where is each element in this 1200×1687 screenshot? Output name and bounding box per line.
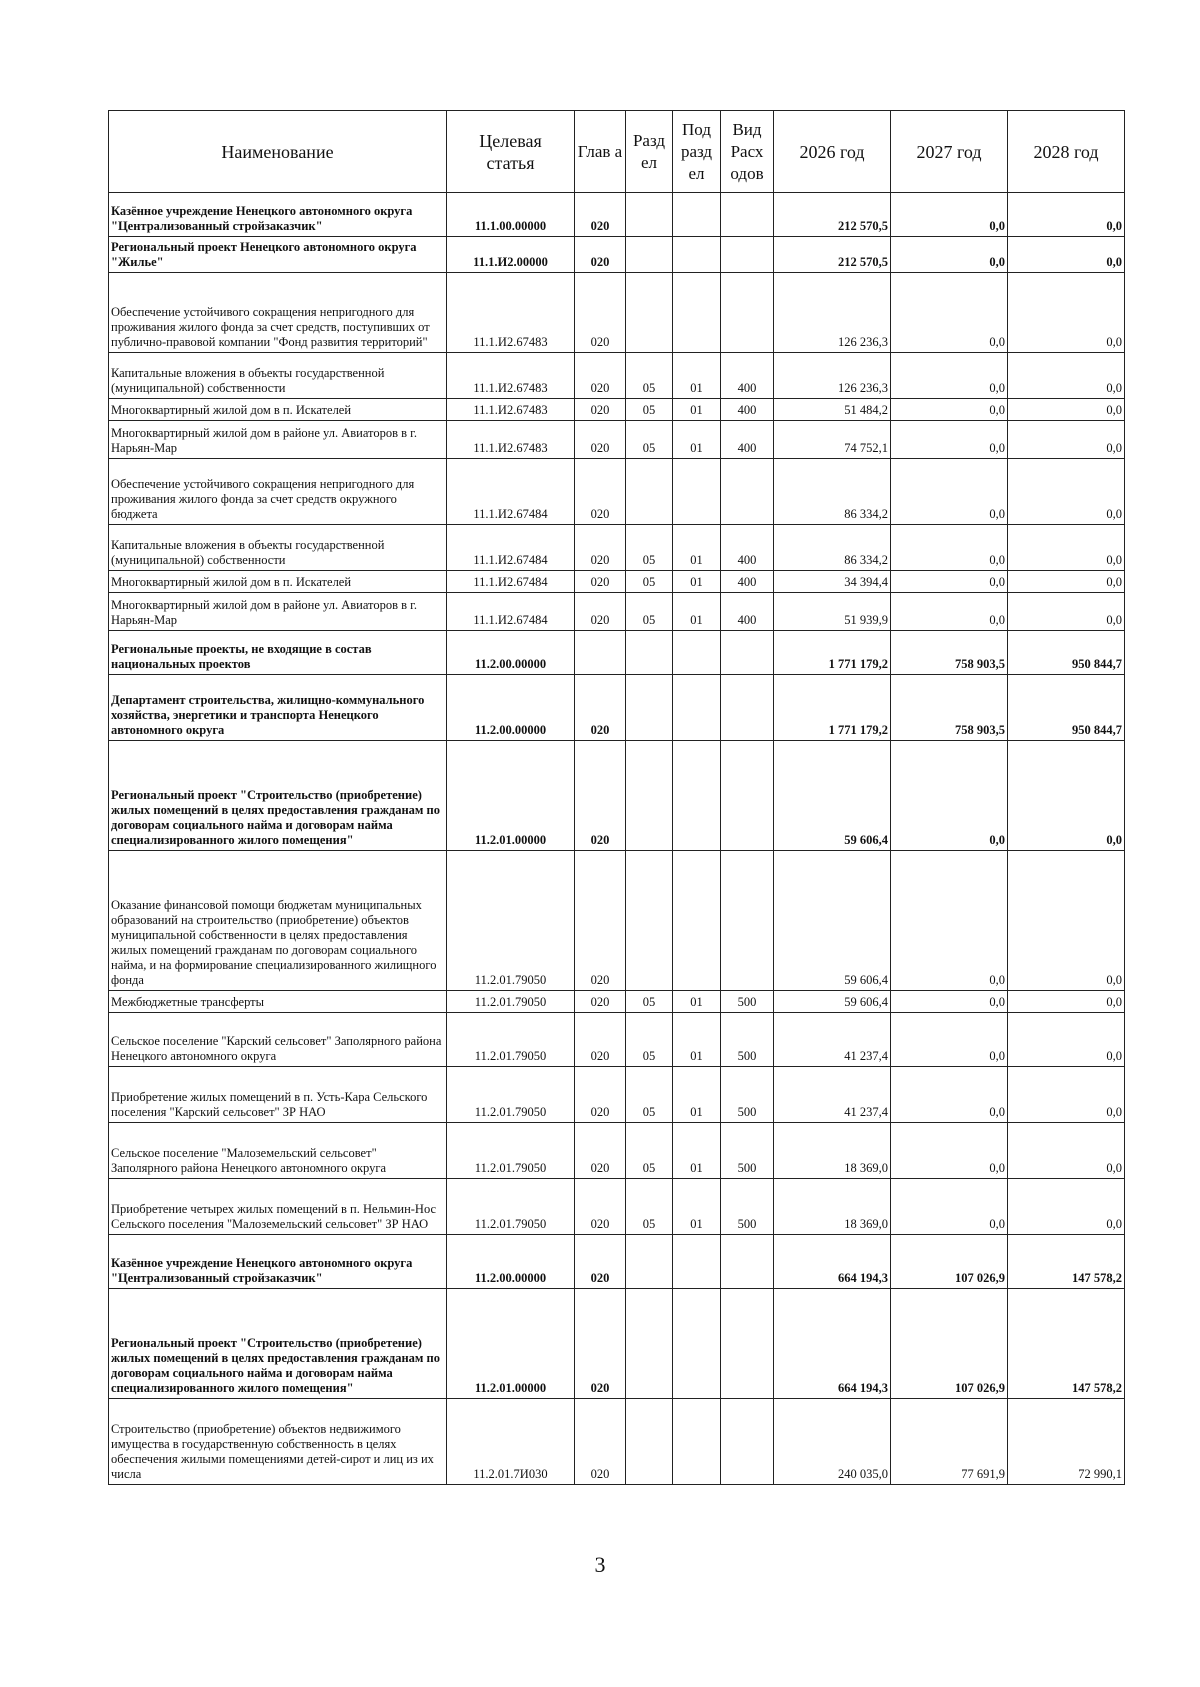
row-amount-2028: 950 844,7 [1008,631,1125,675]
row-expense-type: 500 [721,1013,774,1067]
row-expense-type: 400 [721,525,774,571]
row-section [626,1399,673,1485]
header-year-2026: 2026 год [774,111,891,193]
row-section: 05 [626,399,673,421]
row-target-article: 11.1.И2.67483 [447,353,575,399]
row-amount-2027: 0,0 [891,421,1008,459]
row-target-article: 11.1.И2.00000 [447,237,575,273]
row-name: Многоквартирный жилой дом в районе ул. Авиаторов в г. Нарьян-Мар [109,593,447,631]
row-subsection [673,631,721,675]
row-target-article: 11.1.И2.67483 [447,399,575,421]
row-amount-2026: 212 570,5 [774,237,891,273]
row-target-article: 11.2.00.00000 [447,675,575,741]
row-amount-2028: 0,0 [1008,421,1125,459]
row-expense-type [721,851,774,991]
table-row [109,1179,1125,1235]
row-amount-2026: 34 394,4 [774,571,891,593]
row-target-article: 11.2.00.00000 [447,1235,575,1289]
row-subsection: 01 [673,1179,721,1235]
header-section: Разд ел [626,111,673,193]
table-row [109,399,1125,421]
row-amount-2026: 51 939,9 [774,593,891,631]
row-amount-2027: 0,0 [891,741,1008,851]
row-amount-2026: 126 236,3 [774,273,891,353]
row-name: Многоквартирный жилой дом в п. Искателей [109,571,447,593]
row-expense-type: 500 [721,991,774,1013]
row-section: 05 [626,991,673,1013]
row-amount-2027: 0,0 [891,991,1008,1013]
row-amount-2028: 0,0 [1008,1123,1125,1179]
table-header-row [109,111,1125,193]
row-section: 05 [626,1013,673,1067]
row-section [626,1289,673,1399]
row-amount-2027: 0,0 [891,273,1008,353]
row-target-article: 11.2.01.00000 [447,741,575,851]
row-target-article: 11.2.01.7И030 [447,1399,575,1485]
row-section: 05 [626,593,673,631]
row-name: Региональный проект "Строительство (приобретение) жилых помещений в целях предоставления гражданам по договорам социального найма и договорам найма специализированного жилого помещения" [109,1289,447,1399]
row-subsection [673,237,721,273]
row-name: Сельское поселение "Карский сельсовет" Заполярного района Ненецкого автономного округа [109,1013,447,1067]
row-name: Приобретение четырех жилых помещений в п. Нельмин-Нос Сельского поселения "Малоземельский сельсовет" ЗР НАО [109,1179,447,1235]
table-body [109,193,1125,1485]
table-row [109,273,1125,353]
row-target-article: 11.2.01.79050 [447,1067,575,1123]
row-target-article: 11.1.И2.67484 [447,593,575,631]
table-row [109,1067,1125,1123]
row-amount-2028: 0,0 [1008,353,1125,399]
row-subsection: 01 [673,593,721,631]
row-name: Сельское поселение "Малоземельский сельсовет" Заполярного района Ненецкого автономного округа [109,1123,447,1179]
row-amount-2028: 0,0 [1008,1179,1125,1235]
row-subsection: 01 [673,1123,721,1179]
row-amount-2027: 0,0 [891,571,1008,593]
row-amount-2026: 664 194,3 [774,1289,891,1399]
row-amount-2028: 0,0 [1008,991,1125,1013]
row-amount-2028: 0,0 [1008,741,1125,851]
row-expense-type [721,273,774,353]
table-row [109,851,1125,991]
row-amount-2027: 107 026,9 [891,1289,1008,1399]
row-amount-2026: 126 236,3 [774,353,891,399]
row-chapter [575,631,626,675]
row-target-article: 11.1.И2.67483 [447,421,575,459]
row-amount-2027: 0,0 [891,353,1008,399]
table-row [109,1235,1125,1289]
table-row [109,1399,1125,1485]
row-chapter: 020 [575,525,626,571]
row-amount-2026: 18 369,0 [774,1123,891,1179]
row-amount-2028: 147 578,2 [1008,1235,1125,1289]
row-name: Строительство (приобретение) объектов недвижимого имущества в государственную собственность в целях обеспечения жилыми помещениями детей-сирот и лиц из их числа [109,1399,447,1485]
row-subsection [673,1399,721,1485]
row-target-article: 11.2.01.79050 [447,1013,575,1067]
header-name: Наименование [109,111,447,193]
row-section [626,741,673,851]
row-expense-type [721,193,774,237]
row-expense-type [721,1289,774,1399]
row-amount-2026: 212 570,5 [774,193,891,237]
row-target-article: 11.2.01.79050 [447,1179,575,1235]
row-chapter: 020 [575,593,626,631]
row-chapter: 020 [575,741,626,851]
table-row [109,593,1125,631]
row-expense-type: 400 [721,571,774,593]
row-expense-type [721,1235,774,1289]
row-chapter: 020 [575,991,626,1013]
row-amount-2026: 1 771 179,2 [774,631,891,675]
row-section: 05 [626,353,673,399]
row-subsection: 01 [673,1067,721,1123]
row-amount-2027: 0,0 [891,1123,1008,1179]
row-expense-type: 400 [721,593,774,631]
row-amount-2027: 107 026,9 [891,1235,1008,1289]
row-target-article: 11.1.И2.67484 [447,525,575,571]
row-section: 05 [626,525,673,571]
row-target-article: 11.1.И2.67484 [447,571,575,593]
row-amount-2026: 664 194,3 [774,1235,891,1289]
row-chapter: 020 [575,1235,626,1289]
row-subsection [673,193,721,237]
table-row [109,741,1125,851]
row-amount-2028: 0,0 [1008,593,1125,631]
row-amount-2026: 74 752,1 [774,421,891,459]
row-name: Многоквартирный жилой дом в районе ул. Авиаторов в г. Нарьян-Мар [109,421,447,459]
row-amount-2027: 0,0 [891,1179,1008,1235]
row-expense-type [721,459,774,525]
row-subsection [673,851,721,991]
row-name: Казённое учреждение Ненецкого автономного округа "Централизованный стройзаказчик" [109,193,447,237]
row-amount-2027: 0,0 [891,1067,1008,1123]
row-chapter: 020 [575,1067,626,1123]
table-row [109,353,1125,399]
row-subsection: 01 [673,353,721,399]
row-subsection [673,675,721,741]
row-subsection [673,459,721,525]
row-name: Обеспечение устойчивого сокращения непригодного для проживания жилого фонда за счет средств окружного бюджета [109,459,447,525]
row-amount-2028: 0,0 [1008,459,1125,525]
table-row [109,571,1125,593]
row-amount-2026: 240 035,0 [774,1399,891,1485]
row-name: Межбюджетные трансферты [109,991,447,1013]
row-amount-2027: 0,0 [891,1013,1008,1067]
header-year-2028: 2028 год [1008,111,1125,193]
row-name: Приобретение жилых помещений в п. Усть-Кара Сельского поселения "Карский сельсовет" ЗР НАО [109,1067,447,1123]
row-chapter: 020 [575,675,626,741]
row-subsection [673,273,721,353]
row-name: Региональные проекты, не входящие в состав национальных проектов [109,631,447,675]
row-expense-type: 400 [721,399,774,421]
row-name: Капитальные вложения в объекты государственной (муниципальной) собственности [109,525,447,571]
row-name: Региональный проект Ненецкого автономного округа "Жилье" [109,237,447,273]
table-row [109,421,1125,459]
row-chapter: 020 [575,1289,626,1399]
table-row [109,675,1125,741]
row-amount-2027: 758 903,5 [891,675,1008,741]
row-subsection: 01 [673,399,721,421]
row-chapter: 020 [575,1013,626,1067]
row-subsection: 01 [673,571,721,593]
row-chapter: 020 [575,237,626,273]
row-expense-type [721,631,774,675]
row-section: 05 [626,571,673,593]
row-expense-type: 500 [721,1067,774,1123]
row-amount-2026: 1 771 179,2 [774,675,891,741]
row-target-article: 11.1.00.00000 [447,193,575,237]
row-section [626,237,673,273]
row-expense-type: 500 [721,1179,774,1235]
row-amount-2027: 0,0 [891,593,1008,631]
row-amount-2026: 41 237,4 [774,1067,891,1123]
row-amount-2028: 147 578,2 [1008,1289,1125,1399]
row-section: 05 [626,1179,673,1235]
row-target-article: 11.2.01.79050 [447,991,575,1013]
row-subsection: 01 [673,525,721,571]
row-target-article: 11.1.И2.67484 [447,459,575,525]
row-amount-2027: 77 691,9 [891,1399,1008,1485]
row-amount-2028: 72 990,1 [1008,1399,1125,1485]
header-year-2027: 2027 год [891,111,1008,193]
row-target-article: 11.2.01.79050 [447,1123,575,1179]
row-amount-2028: 0,0 [1008,1013,1125,1067]
row-name: Оказание финансовой помощи бюджетам муниципальных образований на строительство (приобретение) объектов муниципальной собственности в целях предоставления жилых помещений гражданам по договорам социального найма, и на формирование специализированного жилищного фонда [109,851,447,991]
row-expense-type [721,1399,774,1485]
row-expense-type [721,237,774,273]
row-amount-2027: 0,0 [891,237,1008,273]
row-amount-2026: 86 334,2 [774,525,891,571]
row-name: Департамент строительства, жилищно-коммунального хозяйства, энергетики и транспорта Ненецкого автономного округа [109,675,447,741]
row-amount-2027: 0,0 [891,525,1008,571]
row-name: Казённое учреждение Ненецкого автономного округа "Централизованный стройзаказчик" [109,1235,447,1289]
row-amount-2026: 59 606,4 [774,851,891,991]
row-target-article: 11.2.01.79050 [447,851,575,991]
row-expense-type: 500 [721,1123,774,1179]
row-target-article: 11.2.00.00000 [447,631,575,675]
row-section [626,631,673,675]
row-amount-2026: 59 606,4 [774,991,891,1013]
header-expense-type: Вид Расх одов [721,111,774,193]
row-chapter: 020 [575,1399,626,1485]
table-row [109,237,1125,273]
table-row [109,1013,1125,1067]
row-chapter: 020 [575,421,626,459]
row-amount-2028: 0,0 [1008,1067,1125,1123]
header-subsection: Под разд ел [673,111,721,193]
table-row [109,459,1125,525]
row-amount-2028: 0,0 [1008,273,1125,353]
row-section: 05 [626,421,673,459]
row-chapter: 020 [575,399,626,421]
row-section: 05 [626,1123,673,1179]
row-section: 05 [626,1067,673,1123]
table-row [109,1289,1125,1399]
row-amount-2028: 0,0 [1008,851,1125,991]
row-subsection [673,1235,721,1289]
row-expense-type: 400 [721,353,774,399]
row-amount-2028: 0,0 [1008,193,1125,237]
row-name: Многоквартирный жилой дом в п. Искателей [109,399,447,421]
row-target-article: 11.1.И2.67483 [447,273,575,353]
header-chapter: Глав а [575,111,626,193]
table-row [109,1123,1125,1179]
row-name: Обеспечение устойчивого сокращения непригодного для проживания жилого фонда за счет средств, поступивших от публично-правовой компании "Фонд развития территорий" [109,273,447,353]
table-row [109,525,1125,571]
row-amount-2028: 0,0 [1008,571,1125,593]
budget-table [108,110,1125,1485]
row-section [626,675,673,741]
row-chapter: 020 [575,459,626,525]
row-amount-2027: 0,0 [891,459,1008,525]
row-amount-2028: 0,0 [1008,525,1125,571]
row-amount-2026: 41 237,4 [774,1013,891,1067]
page-number: 3 [594,1552,606,1577]
table-row [109,631,1125,675]
row-chapter: 020 [575,1123,626,1179]
row-subsection: 01 [673,991,721,1013]
row-amount-2027: 758 903,5 [891,631,1008,675]
table-row [109,193,1125,237]
row-chapter: 020 [575,353,626,399]
row-section [626,851,673,991]
row-chapter: 020 [575,1179,626,1235]
row-amount-2026: 18 369,0 [774,1179,891,1235]
row-amount-2026: 86 334,2 [774,459,891,525]
row-subsection: 01 [673,421,721,459]
row-subsection [673,741,721,851]
row-amount-2027: 0,0 [891,399,1008,421]
row-name: Региональный проект "Строительство (приобретение) жилых помещений в целях предоставления гражданам по договорам социального найма и договорам найма специализированного жилого помещения" [109,741,447,851]
row-chapter: 020 [575,273,626,353]
row-amount-2026: 59 606,4 [774,741,891,851]
row-expense-type [721,675,774,741]
row-amount-2027: 0,0 [891,851,1008,991]
row-section [626,1235,673,1289]
row-chapter: 020 [575,571,626,593]
row-subsection [673,1289,721,1399]
row-amount-2028: 950 844,7 [1008,675,1125,741]
row-target-article: 11.2.01.00000 [447,1289,575,1399]
row-amount-2028: 0,0 [1008,399,1125,421]
row-amount-2028: 0,0 [1008,237,1125,273]
row-section [626,459,673,525]
header-target-article: Целевая статья [447,111,575,193]
row-amount-2026: 51 484,2 [774,399,891,421]
row-amount-2027: 0,0 [891,193,1008,237]
row-chapter: 020 [575,193,626,237]
row-section [626,273,673,353]
row-name: Капитальные вложения в объекты государственной (муниципальной) собственности [109,353,447,399]
row-chapter: 020 [575,851,626,991]
row-subsection: 01 [673,1013,721,1067]
row-section [626,193,673,237]
row-expense-type: 400 [721,421,774,459]
table-row [109,991,1125,1013]
row-expense-type [721,741,774,851]
